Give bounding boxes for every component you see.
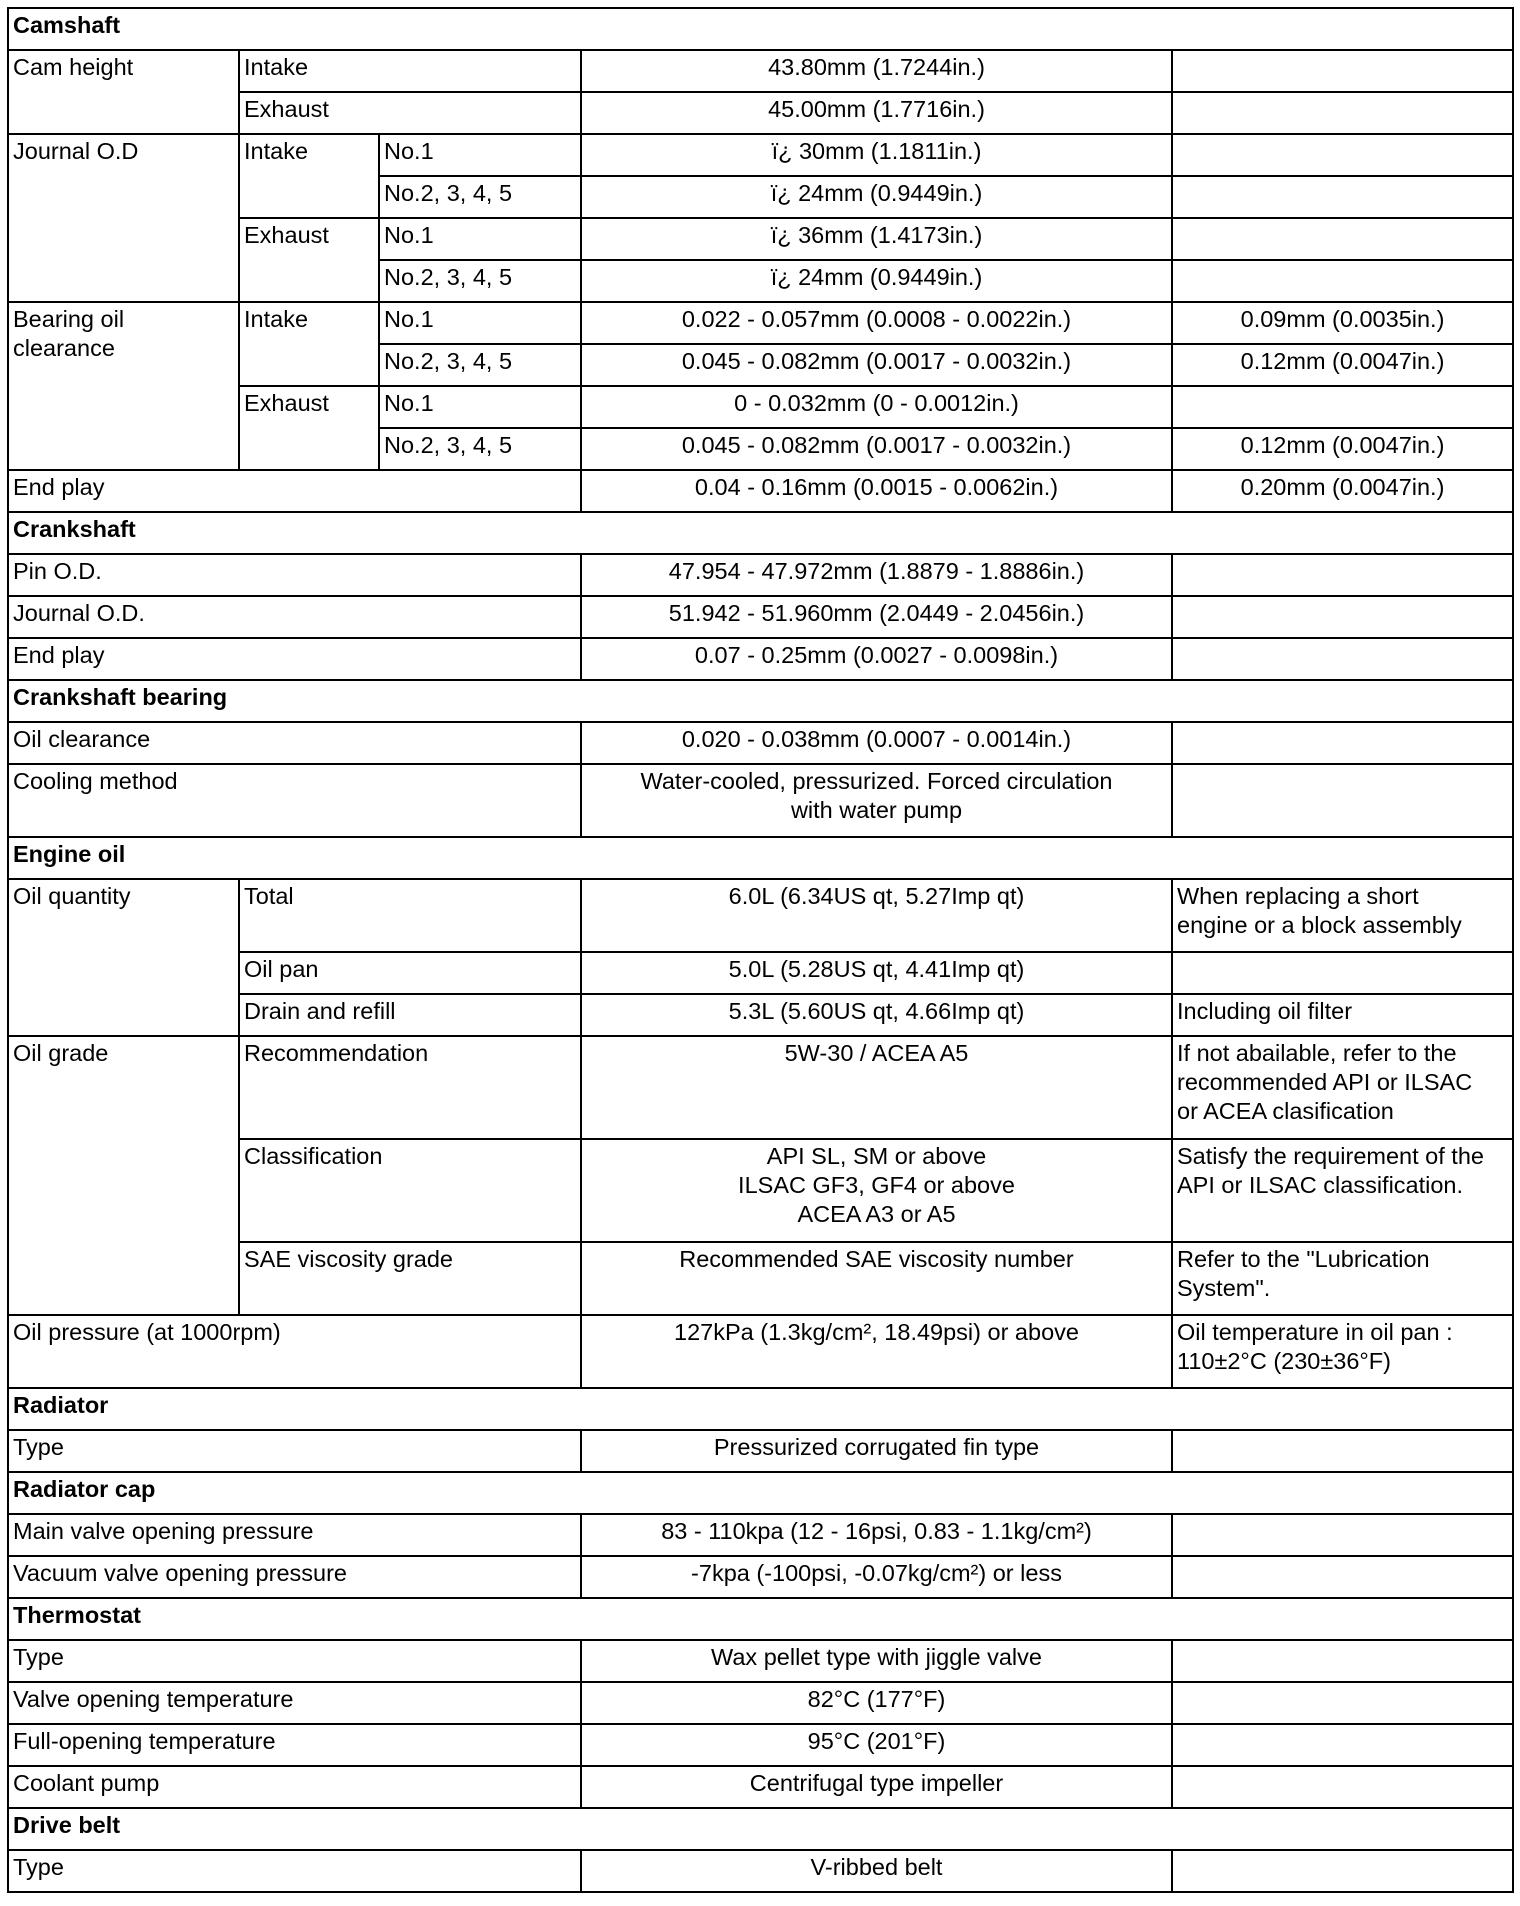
journal-intake-label: Intake [239,134,379,218]
oil-quantity-label: Oil quantity [8,879,239,1036]
journal-intake-no2345-label: No.2, 3, 4, 5 [379,176,581,218]
camshaft-end-play-label: End play [8,470,581,512]
cam-height-exhaust-label: Exhaust [239,92,581,134]
limit-cell [1172,638,1513,680]
limit-cell [1172,1514,1513,1556]
limit-cell [1172,1766,1513,1808]
cam-height-label: Cam height [8,50,239,134]
journal-exhaust-no2345-label: No.2, 3, 4, 5 [379,260,581,302]
oil-clearance-label: Oil clearance [8,722,581,764]
bearing-intake-no1-label: No.1 [379,302,581,344]
limit-cell [1172,722,1513,764]
sae-viscosity-value: Recommended SAE viscosity number [581,1242,1172,1315]
coolant-pump-label: Coolant pump [8,1766,581,1808]
limit-cell [1172,176,1513,218]
oil-clearance-value: 0.020 - 0.038mm (0.0007 - 0.0014in.) [581,722,1172,764]
vacuum-valve-value: -7kpa (-100psi, -0.07kg/cm²) or less [581,1556,1172,1598]
limit-cell [1172,1724,1513,1766]
oil-pan-label: Oil pan [239,952,581,994]
specification-table [7,7,1514,1893]
pin-od-value: 47.954 - 47.972mm (1.8879 - 1.8886in.) [581,554,1172,596]
thermostat-type-value: Wax pellet type with jiggle valve [581,1640,1172,1682]
limit-cell [1172,596,1513,638]
bearing-exhaust-no1-value: 0 - 0.032mm (0 - 0.0012in.) [581,386,1172,428]
bearing-exhaust-no2345-label: No.2, 3, 4, 5 [379,428,581,470]
journal-intake-no2345-value: ï¿ 24mm (0.9449in.) [581,176,1172,218]
crank-end-play-label: End play [8,638,581,680]
bearing-intake-no1-limit: 0.09mm (0.0035in.) [1172,302,1513,344]
classification-note: Satisfy the requirement of the API or ILSAC classification. [1172,1139,1513,1242]
camshaft-section-header: Camshaft [8,8,1513,50]
bearing-intake-no2345-label: No.2, 3, 4, 5 [379,344,581,386]
pin-od-label: Pin O.D. [8,554,581,596]
crank-end-play-value: 0.07 - 0.25mm (0.0027 - 0.0098in.) [581,638,1172,680]
valve-opening-temp-label: Valve opening temperature [8,1682,581,1724]
oil-grade-label: Oil grade [8,1036,239,1315]
bearing-exhaust-label: Exhaust [239,386,379,470]
drive-belt-type-value: V-ribbed belt [581,1850,1172,1892]
thermostat-section-header: Thermostat [8,1598,1513,1640]
crankshaft-section-header: Crankshaft [8,512,1513,554]
bearing-intake-no2345-value: 0.045 - 0.082mm (0.0017 - 0.0032in.) [581,344,1172,386]
recommendation-note: If not abailable, refer to the recommended API or ILSAC or ACEA clasification [1172,1036,1513,1139]
journal-exhaust-no1-label: No.1 [379,218,581,260]
coolant-pump-value: Centrifugal type impeller [581,1766,1172,1808]
drain-refill-note: Including oil filter [1172,994,1513,1036]
crank-journal-od-value: 51.942 - 51.960mm (2.0449 - 2.0456in.) [581,596,1172,638]
journal-exhaust-no1-value: ï¿ 36mm (1.4173in.) [581,218,1172,260]
sae-viscosity-label: SAE viscosity grade [239,1242,581,1315]
radiator-type-label: Type [8,1430,581,1472]
limit-cell [1172,386,1513,428]
limit-cell [1172,1640,1513,1682]
journal-intake-no1-label: No.1 [379,134,581,176]
bearing-exhaust-no1-label: No.1 [379,386,581,428]
cam-height-intake-value: 43.80mm (1.7244in.) [581,50,1172,92]
limit-cell [1172,1850,1513,1892]
journal-od-label: Journal O.D [8,134,239,302]
bearing-exhaust-no2345-limit: 0.12mm (0.0047in.) [1172,428,1513,470]
radiator-type-value: Pressurized corrugated fin type [581,1430,1172,1472]
drain-refill-value: 5.3L (5.60US qt, 4.66Imp qt) [581,994,1172,1036]
journal-intake-no1-value: ï¿ 30mm (1.1811in.) [581,134,1172,176]
radiator-section-header: Radiator [8,1388,1513,1430]
oil-pan-value: 5.0L (5.28US qt, 4.41Imp qt) [581,952,1172,994]
limit-cell [1172,1682,1513,1724]
vacuum-valve-label: Vacuum valve opening pressure [8,1556,581,1598]
radiator-cap-section-header: Radiator cap [8,1472,1513,1514]
journal-exhaust-label: Exhaust [239,218,379,302]
cam-height-intake-label: Intake [239,50,581,92]
limit-cell [1172,260,1513,302]
thermostat-type-label: Type [8,1640,581,1682]
recommendation-value: 5W-30 / ACEA A5 [581,1036,1172,1139]
camshaft-end-play-value: 0.04 - 0.16mm (0.0015 - 0.0062in.) [581,470,1172,512]
camshaft-end-play-limit: 0.20mm (0.0047in.) [1172,470,1513,512]
classification-value: API SL, SM or above ILSAC GF3, GF4 or above ACEA A3 or A5 [581,1139,1172,1242]
main-valve-value: 83 - 110kpa (12 - 16psi, 0.83 - 1.1kg/cm²) [581,1514,1172,1556]
limit-cell [1172,554,1513,596]
cooling-method-label: Cooling method [8,764,581,837]
drive-belt-section-header: Drive belt [8,1808,1513,1850]
full-opening-temp-label: Full-opening temperature [8,1724,581,1766]
limit-cell [1172,218,1513,260]
bearing-exhaust-no2345-value: 0.045 - 0.082mm (0.0017 - 0.0032in.) [581,428,1172,470]
recommendation-label: Recommendation [239,1036,581,1139]
limit-cell [1172,92,1513,134]
oil-pressure-note: Oil temperature in oil pan : 110±2°C (230±36°F) [1172,1315,1513,1388]
journal-exhaust-no2345-value: ï¿ 24mm (0.9449in.) [581,260,1172,302]
valve-opening-temp-value: 82°C (177°F) [581,1682,1172,1724]
sae-viscosity-note: Refer to the "Lubrication System". [1172,1242,1513,1315]
bearing-intake-label: Intake [239,302,379,386]
engine-oil-section-header: Engine oil [8,837,1513,879]
limit-cell [1172,50,1513,92]
limit-cell [1172,1430,1513,1472]
drain-refill-label: Drain and refill [239,994,581,1036]
oil-total-value: 6.0L (6.34US qt, 5.27Imp qt) [581,879,1172,952]
cam-height-exhaust-value: 45.00mm (1.7716in.) [581,92,1172,134]
limit-cell [1172,952,1513,994]
crank-journal-od-label: Journal O.D. [8,596,581,638]
oil-pressure-value: 127kPa (1.3kg/cm², 18.49psi) or above [581,1315,1172,1388]
oil-pressure-label: Oil pressure (at 1000rpm) [8,1315,581,1388]
cooling-method-value: Water-cooled, pressurized. Forced circulation with water pump [581,764,1172,837]
limit-cell [1172,134,1513,176]
crank-bearing-section-header: Crankshaft bearing [8,680,1513,722]
oil-total-label: Total [239,879,581,952]
limit-cell [1172,1556,1513,1598]
full-opening-temp-value: 95°C (201°F) [581,1724,1172,1766]
drive-belt-type-label: Type [8,1850,581,1892]
limit-cell [1172,764,1513,837]
bearing-intake-no2345-limit: 0.12mm (0.0047in.) [1172,344,1513,386]
bearing-oil-clearance-label: Bearing oil clearance [8,302,239,470]
classification-label: Classification [239,1139,581,1242]
oil-total-note: When replacing a short engine or a block assembly [1172,879,1513,952]
bearing-intake-no1-value: 0.022 - 0.057mm (0.0008 - 0.0022in.) [581,302,1172,344]
main-valve-label: Main valve opening pressure [8,1514,581,1556]
